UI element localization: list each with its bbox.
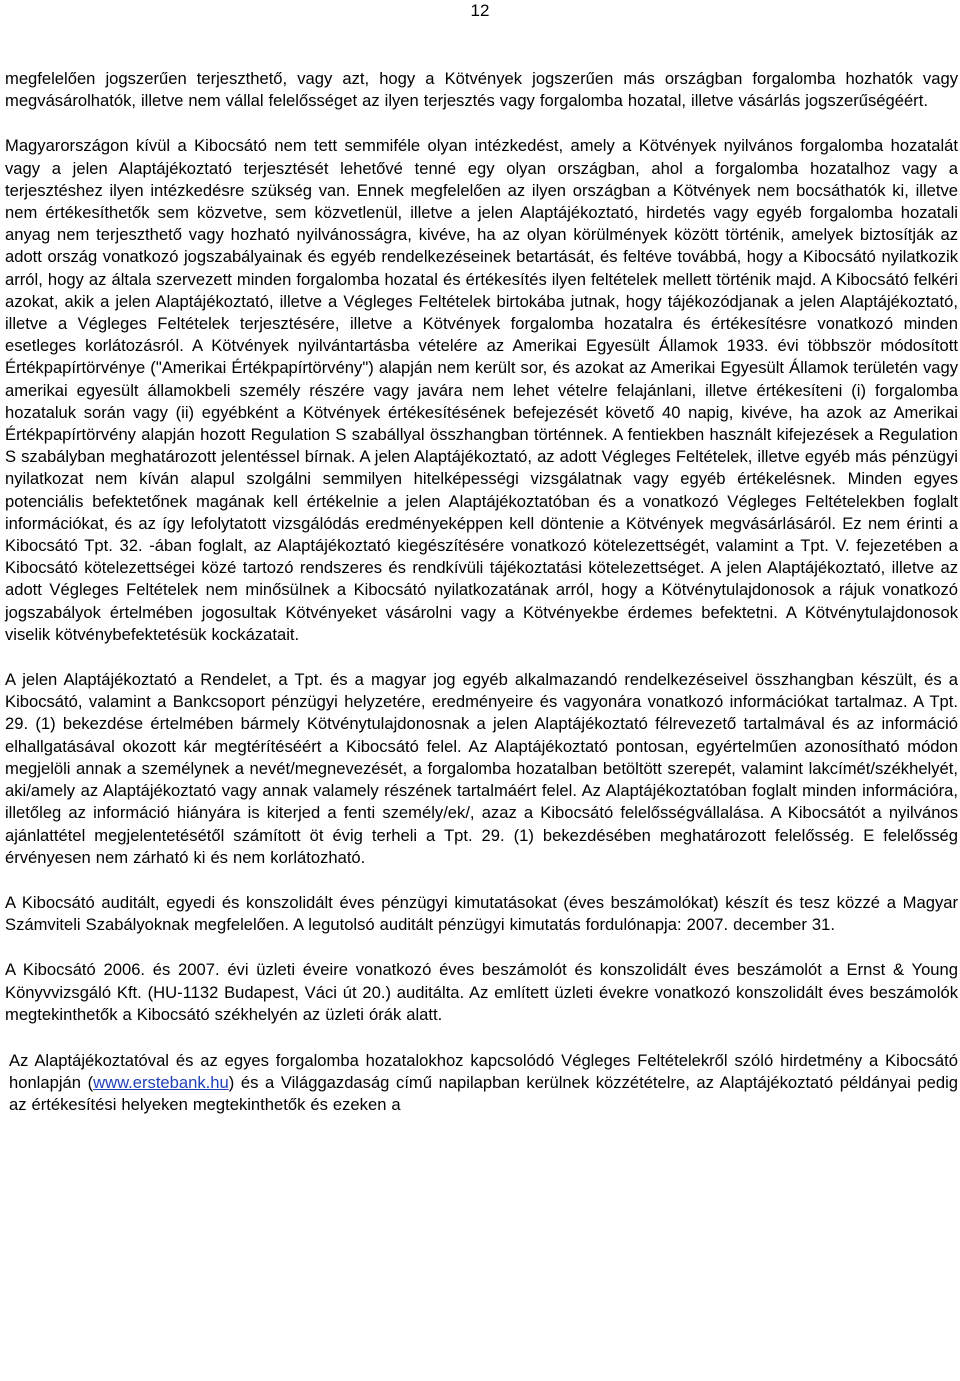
- paragraph-spacer: [5, 646, 958, 669]
- issuer-website-link[interactable]: www.erstebank.hu: [93, 1073, 229, 1093]
- document-body: [5, 68, 958, 1117]
- paragraph-offering-outside-hungary: Magyarországon kívül a Kibocsátó nem tett semmiféle olyan intézkedést, amely a Kötvények nyilvános forgalomba hozatalát vagy a jelen Alaptájékoztató terjesztését lehetővé tenné egy olyan országban, ahol a forgalomba hozatalhoz vagy a terjesztéshez ilyen intézkedésre szükség van. Ennek megfelelően az ilyen országban a Kötvények nem bocsáthatók ki, illetve nem értékesíthetők sem közvetve, sem közvetlenül, illetve a jelen Alaptájékoztató, hirdetés vagy egyéb forgalomba hozatali anyag nem terjeszthető vagy hozható nyilvánosságra, kivéve, ha az olyan körülmények között történik, amelyek biztosítják az adott ország vonatkozó jogszabályainak és egyéb rendelkezéseinek betartását, és feltéve továbbá, hogy a Kibocsátó nyilatkozik arról, hogy az általa szervezett minden forgalomba hozatal és értékesítés ilyen feltételek mellett történik majd. A Kibocsátó felkéri azokat, akik a jelen Alaptájékoztató, illetve a Végleges Feltételek birtokába jutnak, hogy tájékozódjanak a jelen Alaptájékoztató, illetve a Végleges Feltételek terjesztésére, illetve a Kötvények forgalomba hozatalra és értékesítésre vonatkozó minden esetleges korlátozásról. A Kötvények nyilvántartásba vételére az Amerikai Egyesült Államok 1933. évi többször módosított Értékpapírtörvénye ("Amerikai Értékpapírtörvény") alapján nem került sor, és azokat az Amerikai Egyesült Államok területén vagy amerikai egyesült államokbeli személy részére vagy javára nem lehet vételre felajánlani, illetve értékesíteni (i) forgalomba hozataluk során vagy (ii) egyébként a Kötvények értékesítésének befejezését követő 40 napig, kivéve, ha azok az Amerikai Értékpapírtörvény alapján hozott Regulation S szabállyal összhangban történnek. A fentiekben használt kifejezések a Regulation S szabályban meghatározott jelentéssel bírnak. A jelen Alaptájékoztató, az adott Végleges Feltételek, illetve egyéb más pénzügyi nyilatkozat nem kíván alapul szolgálni semmilyen hitelképességi vizsgálatnak vagy egyéb értékelésnek. Minden egyes potenciális befektetőnek magának kell értékelnie a jelen Alaptájékoztatóban és a vonatkozó Végleges Feltételekben foglalt információkat, és az így lefolytatott vizsgálódás eredményeképpen kell döntenie a Kötvények megvásárlásáról. Ez nem érinti a Kibocsátó Tpt. 32. -ában foglalt, az Alaptájékoztató kiegészítésére vonatkozó kötelezettségét, valamint a Tpt. V. fejezetében a Kibocsátó kötelezettségei közé tartozó rendszeres és rendkívüli tájékoztatási kötelezettséget. A jelen Alaptájékoztató, illetve az adott Végleges Feltételek nem minősülnek a Kibocsátó nyilatkozatának arról, hogy a Kötvénytulajdonosok a rájuk vonatkozó jogszabályok értelmében jogosultak Kötvényeket vásárolni vagy a Kötvényekbe érdemes befektetni. A Kötvénytulajdonosok viselik kötvénybefektetésük kockázatait.: [5, 136, 958, 644]
- paragraph-publication: [5, 1050, 958, 1117]
- paragraph-spacer: [5, 869, 958, 892]
- paragraph-auditor: A Kibocsátó 2006. és 2007. évi üzleti éveire vonatkozó éves beszámolót és konszolidált éves beszámolót a Ernst & Young Könyvvizsgáló Kft. (HU-1132 Budapest, Váci út 20.) auditálta. Az említett üzleti évekre vonatkozó konszolidált éves beszámolók megtekinthetők a Kibocsátó székhelyén az üzleti órák alatt.: [5, 960, 958, 1024]
- paragraph-audited-statements: A Kibocsátó auditált, egyedi és konszolidált éves pénzügyi kimutatásokat (éves beszámolókat) készít és tesz közzé a Magyar Számviteli Szabályoknak megfelelően. A legutolsó auditált pénzügyi kimutatás fordulónapja: 2007. december 31.: [5, 892, 958, 935]
- paragraph-distribution-restriction: megfelelően jogszerűen terjeszthető, vagy azt, hogy a Kötvények jogszerűen más országban forgalomba hozhatók vagy megvásárolhatók, illetve nem vállal felelősséget az ilyen terjesztés vagy forgalomba hozatal, illetve vásárlás jogszerűségéért.: [5, 69, 958, 111]
- paragraph-spacer: [5, 1026, 958, 1050]
- paragraph-spacer: [5, 936, 958, 959]
- paragraph-spacer: [5, 112, 958, 135]
- paragraph-issuer-liability: A jelen Alaptájékoztató a Rendelet, a Tpt. és a magyar jog egyéb alkalmazandó rendelkezéseivel összhangban készült, és a Kibocsátó, valamint a Bankcsoport pénzügyi helyzetére, eredményeire és vagyonára vonatkozó információkat tartalmaz. A Tpt. 29. (1) bekezdése értelmében bármely Kötvénytulajdonosnak a jelen Alaptájékoztató félrevezető tartalmával és az információ elhallgatásával okozott kár megtérítéséért a Kibocsátó felel. Az Alaptájékoztató pontosan, egyértelműen azonosítható módon megjelöli annak a személynek a nevét/megnevezését, a forgalomba hozatalban betöltött szerepét, valamint lakcímét/székhelyét, aki/amely az Alaptájékoztató vagy annak valamely részének tartalmáért felel. Az Alaptájékoztatóban foglalt minden információra, illetőleg az információ hiányára is kiterjed a fenti személy/ek/, azaz a Kibocsátó felelősségvállalása. A Kibocsátót a nyilvános ajánlattétel megjelentetésétől számított öt évig terheli a Tpt. 29. (1) bekezdésében meghatározott felelősség. E felelősség érvényesen nem zárható ki és nem korlátozható.: [5, 670, 958, 867]
- publication-text-before-link: Az Alaptájékoztatóval és az egyes forgalomba hozatalokhoz kapcsolódó Végleges Feltételekről szóló hirdetmény a Kibocsátó honlapján (: [9, 1050, 958, 1093]
- publication-text-after-link: ) és a Világgazdaság című napilapban kerülnek közzétételre, az Alaptájékoztató példányai pedig az értékesítési helyeken megtekinthetők és ezeken a: [9, 1073, 958, 1115]
- page-number: 12: [470, 1, 490, 20]
